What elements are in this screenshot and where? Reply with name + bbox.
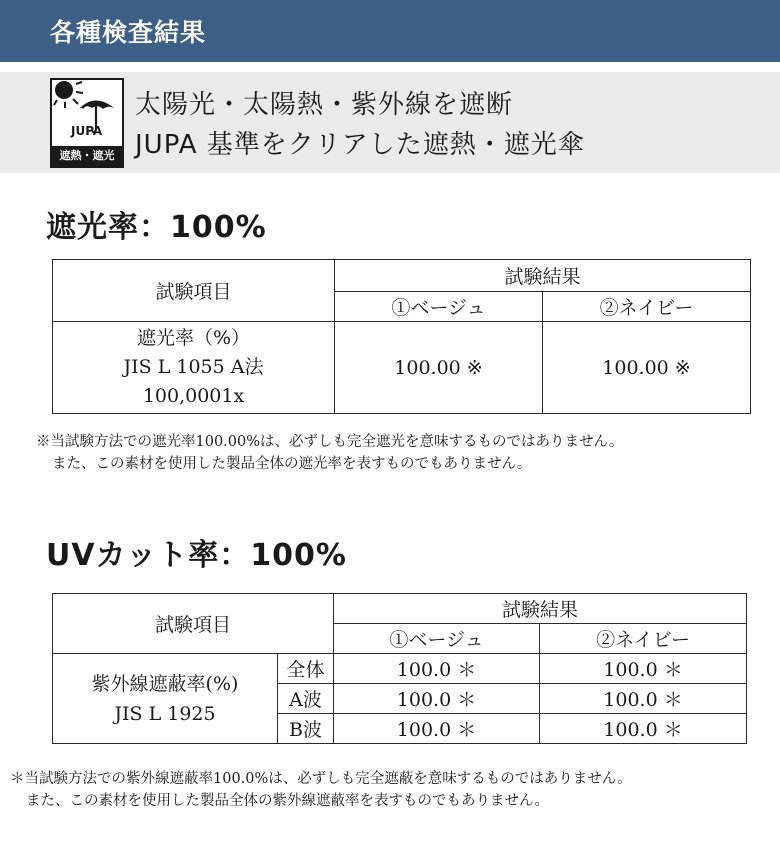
badge-caption: 遮熱・遮光 xyxy=(52,146,122,166)
page-header xyxy=(0,0,780,62)
value-navy: 100.0 ＊ xyxy=(540,684,747,714)
value-navy: 100.0 ＊ xyxy=(540,654,747,684)
item-line: 紫外線遮蔽率(%) xyxy=(91,672,239,695)
banner-line-1: 太陽光・太陽熱・紫外線を遮断 xyxy=(135,90,514,120)
table-header-row xyxy=(53,260,751,292)
uv-cut-table xyxy=(52,593,747,744)
banner-line-2: JUPA 基準をクリアした遮熱・遮光傘 xyxy=(135,130,585,160)
value-beige: 100.0 ＊ xyxy=(334,654,540,684)
col-beige: ①ベージュ xyxy=(334,624,540,654)
row-label: B波 xyxy=(278,714,334,744)
item-line: 遮光率（%） xyxy=(136,327,251,349)
page-title: 各種検査結果 xyxy=(50,18,207,47)
value-beige: 100.0 ＊ xyxy=(334,684,540,714)
table-row xyxy=(53,654,747,684)
item-header: 試験項目 xyxy=(53,594,334,654)
item-line: JIS L 1055 A法 xyxy=(123,356,264,378)
value-navy: 100.0 ＊ xyxy=(540,714,747,744)
table-header-row xyxy=(53,594,747,624)
value-navy: 100.00 ※ xyxy=(543,322,751,414)
col-navy: ②ネイビー xyxy=(543,292,751,322)
note-line: ＊当試験方法での紫外線遮蔽率100.0%は、必ずしも完全遮蔽を意味するものではありません。 xyxy=(10,771,632,787)
row-label: 全体 xyxy=(278,654,334,684)
shading-note xyxy=(36,431,623,475)
jupa-banner xyxy=(0,72,780,173)
item-cell xyxy=(53,322,335,414)
value-beige: 100.00 ※ xyxy=(335,322,543,414)
uv-note xyxy=(10,768,632,812)
note-line: また、この素材を使用した製品全体の遮光率を表すものでもありません。 xyxy=(52,456,532,472)
table-row xyxy=(53,322,751,414)
col-beige: ①ベージュ xyxy=(335,292,543,322)
note-line: ※当試験方法での遮光率100.00%は、必ずしも完全遮光を意味するものではありません。 xyxy=(36,434,624,450)
item-cell xyxy=(53,654,278,744)
badge-letter: JUPA xyxy=(71,124,103,138)
shading-rate-title: 遮光率：100% xyxy=(46,210,267,245)
item-line: 100,0001x xyxy=(142,385,245,407)
row-label: A波 xyxy=(278,684,334,714)
value-beige: 100.0 ＊ xyxy=(334,714,540,744)
result-header: 試験結果 xyxy=(335,260,751,292)
jupa-badge xyxy=(50,78,124,168)
result-header: 試験結果 xyxy=(334,594,747,624)
shading-rate-table xyxy=(52,259,751,414)
note-line: また、この素材を使用した製品全体の紫外線遮蔽率を表すものでもありません。 xyxy=(26,793,549,809)
col-navy: ②ネイビー xyxy=(540,624,747,654)
uv-cut-title: UVカット率：100% xyxy=(46,538,347,573)
item-line: JIS L 1925 xyxy=(114,702,216,725)
item-header: 試験項目 xyxy=(53,260,335,322)
